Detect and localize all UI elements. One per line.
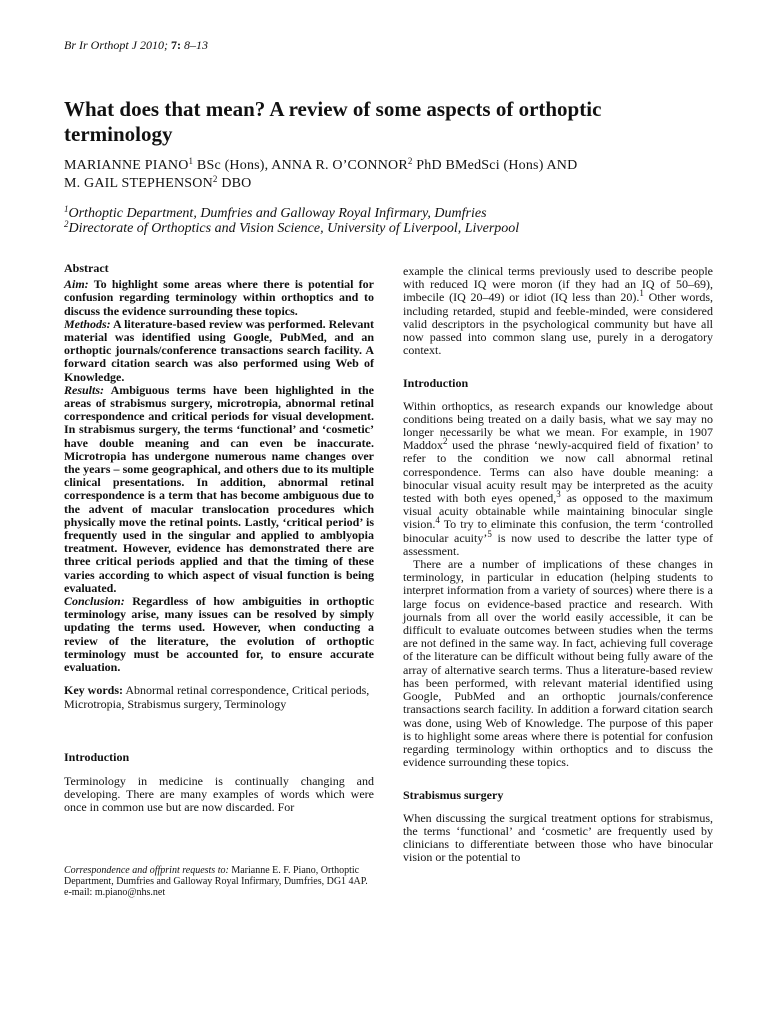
intro-p1-part-c: as opposed to the maximum visual acuity obtainable while maintaining binocular single vision.: [403, 491, 713, 532]
aim-label: Aim:: [64, 277, 89, 292]
reference-mark-4: 4: [435, 515, 440, 526]
right-column: [403, 265, 713, 864]
journal-year: 2010;: [137, 38, 171, 52]
right-paragraph-continued: [403, 265, 713, 357]
intro-paragraph-1: [403, 400, 713, 558]
reference-mark-1: 1: [639, 288, 644, 299]
strabismus-surgery-heading: Strabismus surgery: [403, 788, 504, 803]
author-3-name: M. GAIL STEPHENSON: [64, 176, 213, 191]
abstract-results: [64, 384, 374, 595]
keywords: [64, 684, 374, 710]
author-1-affil-mark: 1: [188, 156, 194, 166]
reference-mark-3: 3: [556, 489, 561, 500]
intro-p1-part-d: To try to eliminate this confusion, the term ‘controlled binocular acuity’: [403, 517, 713, 545]
author-1-name: MARIANNE PIANO: [64, 158, 189, 173]
methods-text: A literature-based review was performed. Relevant material was identified using Google, PubMed, and an orthoptic journals/conference transactions search facility. A forward citation search was also performed using Web of Knowledge.: [64, 316, 374, 384]
author-2-degree: PhD BMedSci (Hons) AND: [412, 158, 578, 173]
article-title: What does that mean? A review of some aspects of orthoptic terminology: [64, 97, 602, 146]
abstract-methods: [64, 318, 374, 384]
reference-mark-2: 2: [443, 436, 448, 447]
abstract-body: [64, 278, 374, 674]
intro-p1-part-b: used the phrase ‘newly-acquired field of fixation’ to refer to the condition we now call abnormal retinal correspondence. Terms can also have double meaning: a binocular visual acuity result may be interpreted as the acuity tested with both eyes opened,: [403, 438, 713, 506]
author-3-degree: DBO: [217, 176, 252, 191]
intro-p1-part-e: is now used to describe the latter type of assessment.: [403, 530, 713, 558]
left-introduction-text: Terminology in medicine is continually changing and developing. There are many examples of words which were once in common use but are now discarded. For: [64, 773, 374, 815]
right-introduction-heading: Introduction: [403, 376, 469, 391]
author-1-degree: BSc (Hons), ANNA R. O’CONNOR: [193, 158, 408, 173]
correspondence-note: [64, 865, 374, 898]
affiliation-1-text: Orthoptic Department, Dumfries and Galloway Royal Infirmary, Dumfries: [68, 206, 487, 221]
abstract-conclusion: [64, 595, 374, 674]
author-3-affil-mark: 2: [212, 174, 218, 184]
journal-name: Br Ir Orthopt J: [64, 38, 137, 52]
results-text: Ambiguous terms have been highlighted in the areas of strabismus surgery, microtropia, abnormal retinal correspondence and critical periods for visual development. In strabismus surgery, the terms ‘functional’ and ‘cosmetic’ have double meaning and can even be inaccurate. Microtropia has undergone numerous name changes over the years – some geographical, and others due to its multiple clinical presentations. In addition, abnormal retinal correspondence is a term that has become ambiguous due to the advent of macular translocation procedures which physically move the retinal points. Lastly, ‘critical period’ is frequently used in the singular and applied to amblyopia treatment. However, evidence has demonstrated there are three critical periods applied and that the timing of these varies according to which aspect of visual function is being evaluated.: [64, 382, 374, 595]
aim-text: To highlight some areas where there is potential for confusion regarding terminology within orthoptics and to discuss the evidence surrounding these topics.: [64, 277, 374, 318]
left-introduction-heading: Introduction: [64, 749, 130, 764]
affiliation-1-mark: 1: [64, 204, 69, 214]
abstract-heading: Abstract: [64, 261, 109, 275]
intro-paragraph-2: There are a number of implications of these changes in terminology, in particular in education (helping students to interpret information from a variety of sources) where there is a large focus on evidence-based practice and research. With journals from all over the world easily accessible, it can be difficult to evaluate outcomes between studies when the terms are not defined in the same way. In fact, achieving full coverage of the literature can be difficult without being fully aware of the array of alternative search terms. Thus a literature-based review has been performed, with relevant material identified using Google, PubMed and an orthoptic journals/conference transactions search facility. In addition a forward citation search was done, using Web of Knowledge. The purpose of this paper is to highlight some areas where there is potential for confusion regarding terminology within orthoptics and to discuss the evidence surrounding these topics.: [403, 557, 713, 770]
affiliation-2-text: Directorate of Orthoptics and Vision Science, University of Liverpool, Liverpool: [68, 221, 520, 236]
affiliations: [64, 206, 714, 236]
affiliation-2-mark: 2: [64, 219, 69, 229]
correspondence-label: Correspondence and offprint requests to:: [64, 865, 229, 876]
author-2-affil-mark: 2: [407, 156, 413, 166]
affiliation-2: [64, 221, 714, 236]
author-list: [64, 157, 714, 193]
methods-label: Methods:: [64, 316, 111, 331]
right-p0-part-a: example the clinical terms previously used to describe people with reduced IQ were moron (if they had an IQ of 50–69), imbecile (IQ 20–49) or idiot (IQ less than 20).: [403, 264, 713, 305]
journal-pages: 8–13: [181, 38, 208, 52]
correspondence-text: Marianne E. F. Piano, Orthoptic Department, Dumfries and Galloway Royal Infirmary, Dumfries, DG1 4AP. e-mail: m.piano@nhs.net: [64, 865, 368, 898]
strabismus-paragraph: When discussing the surgical treatment options for strabismus, the terms ‘functional’ and ‘cosmetic’ are frequently used by clinicians to differentiate between those who have binocular vision or the potential to: [403, 810, 713, 865]
results-label: Results:: [64, 382, 105, 397]
journal-volume: 7:: [171, 38, 181, 52]
keywords-text: Abnormal retinal correspondence, Critical periods, Microtropia, Strabismus surgery, Terminology: [64, 683, 370, 711]
right-p0-part-b: Other words, including retarded, stupid and feeble-minded, were considered valid descriptors in the psychological community but have all now passed into common slang use, purely in a derogatory context.: [403, 290, 714, 358]
keywords-label: Key words:: [64, 683, 123, 698]
conclusion-text: Regardless of how ambiguities in orthoptic terminology arise, many issues can be resolved by simply updating the terms used. However, when conducting a review of the literature, the evolution of orthoptic terminology must be accounted for, to ensure accurate evaluation.: [64, 594, 374, 675]
journal-citation: [64, 38, 208, 53]
intro-p1-part-a: Within orthoptics, as research expands our knowledge about conditions being treated on a daily basis, what we say may no longer necessarily be what we mean. For example, in 1907 Maddox: [403, 398, 713, 453]
abstract-aim: [64, 278, 374, 318]
affiliation-1: [64, 206, 714, 221]
reference-mark-5: 5: [487, 528, 492, 539]
conclusion-label: Conclusion:: [64, 594, 125, 609]
left-column: [64, 262, 374, 815]
